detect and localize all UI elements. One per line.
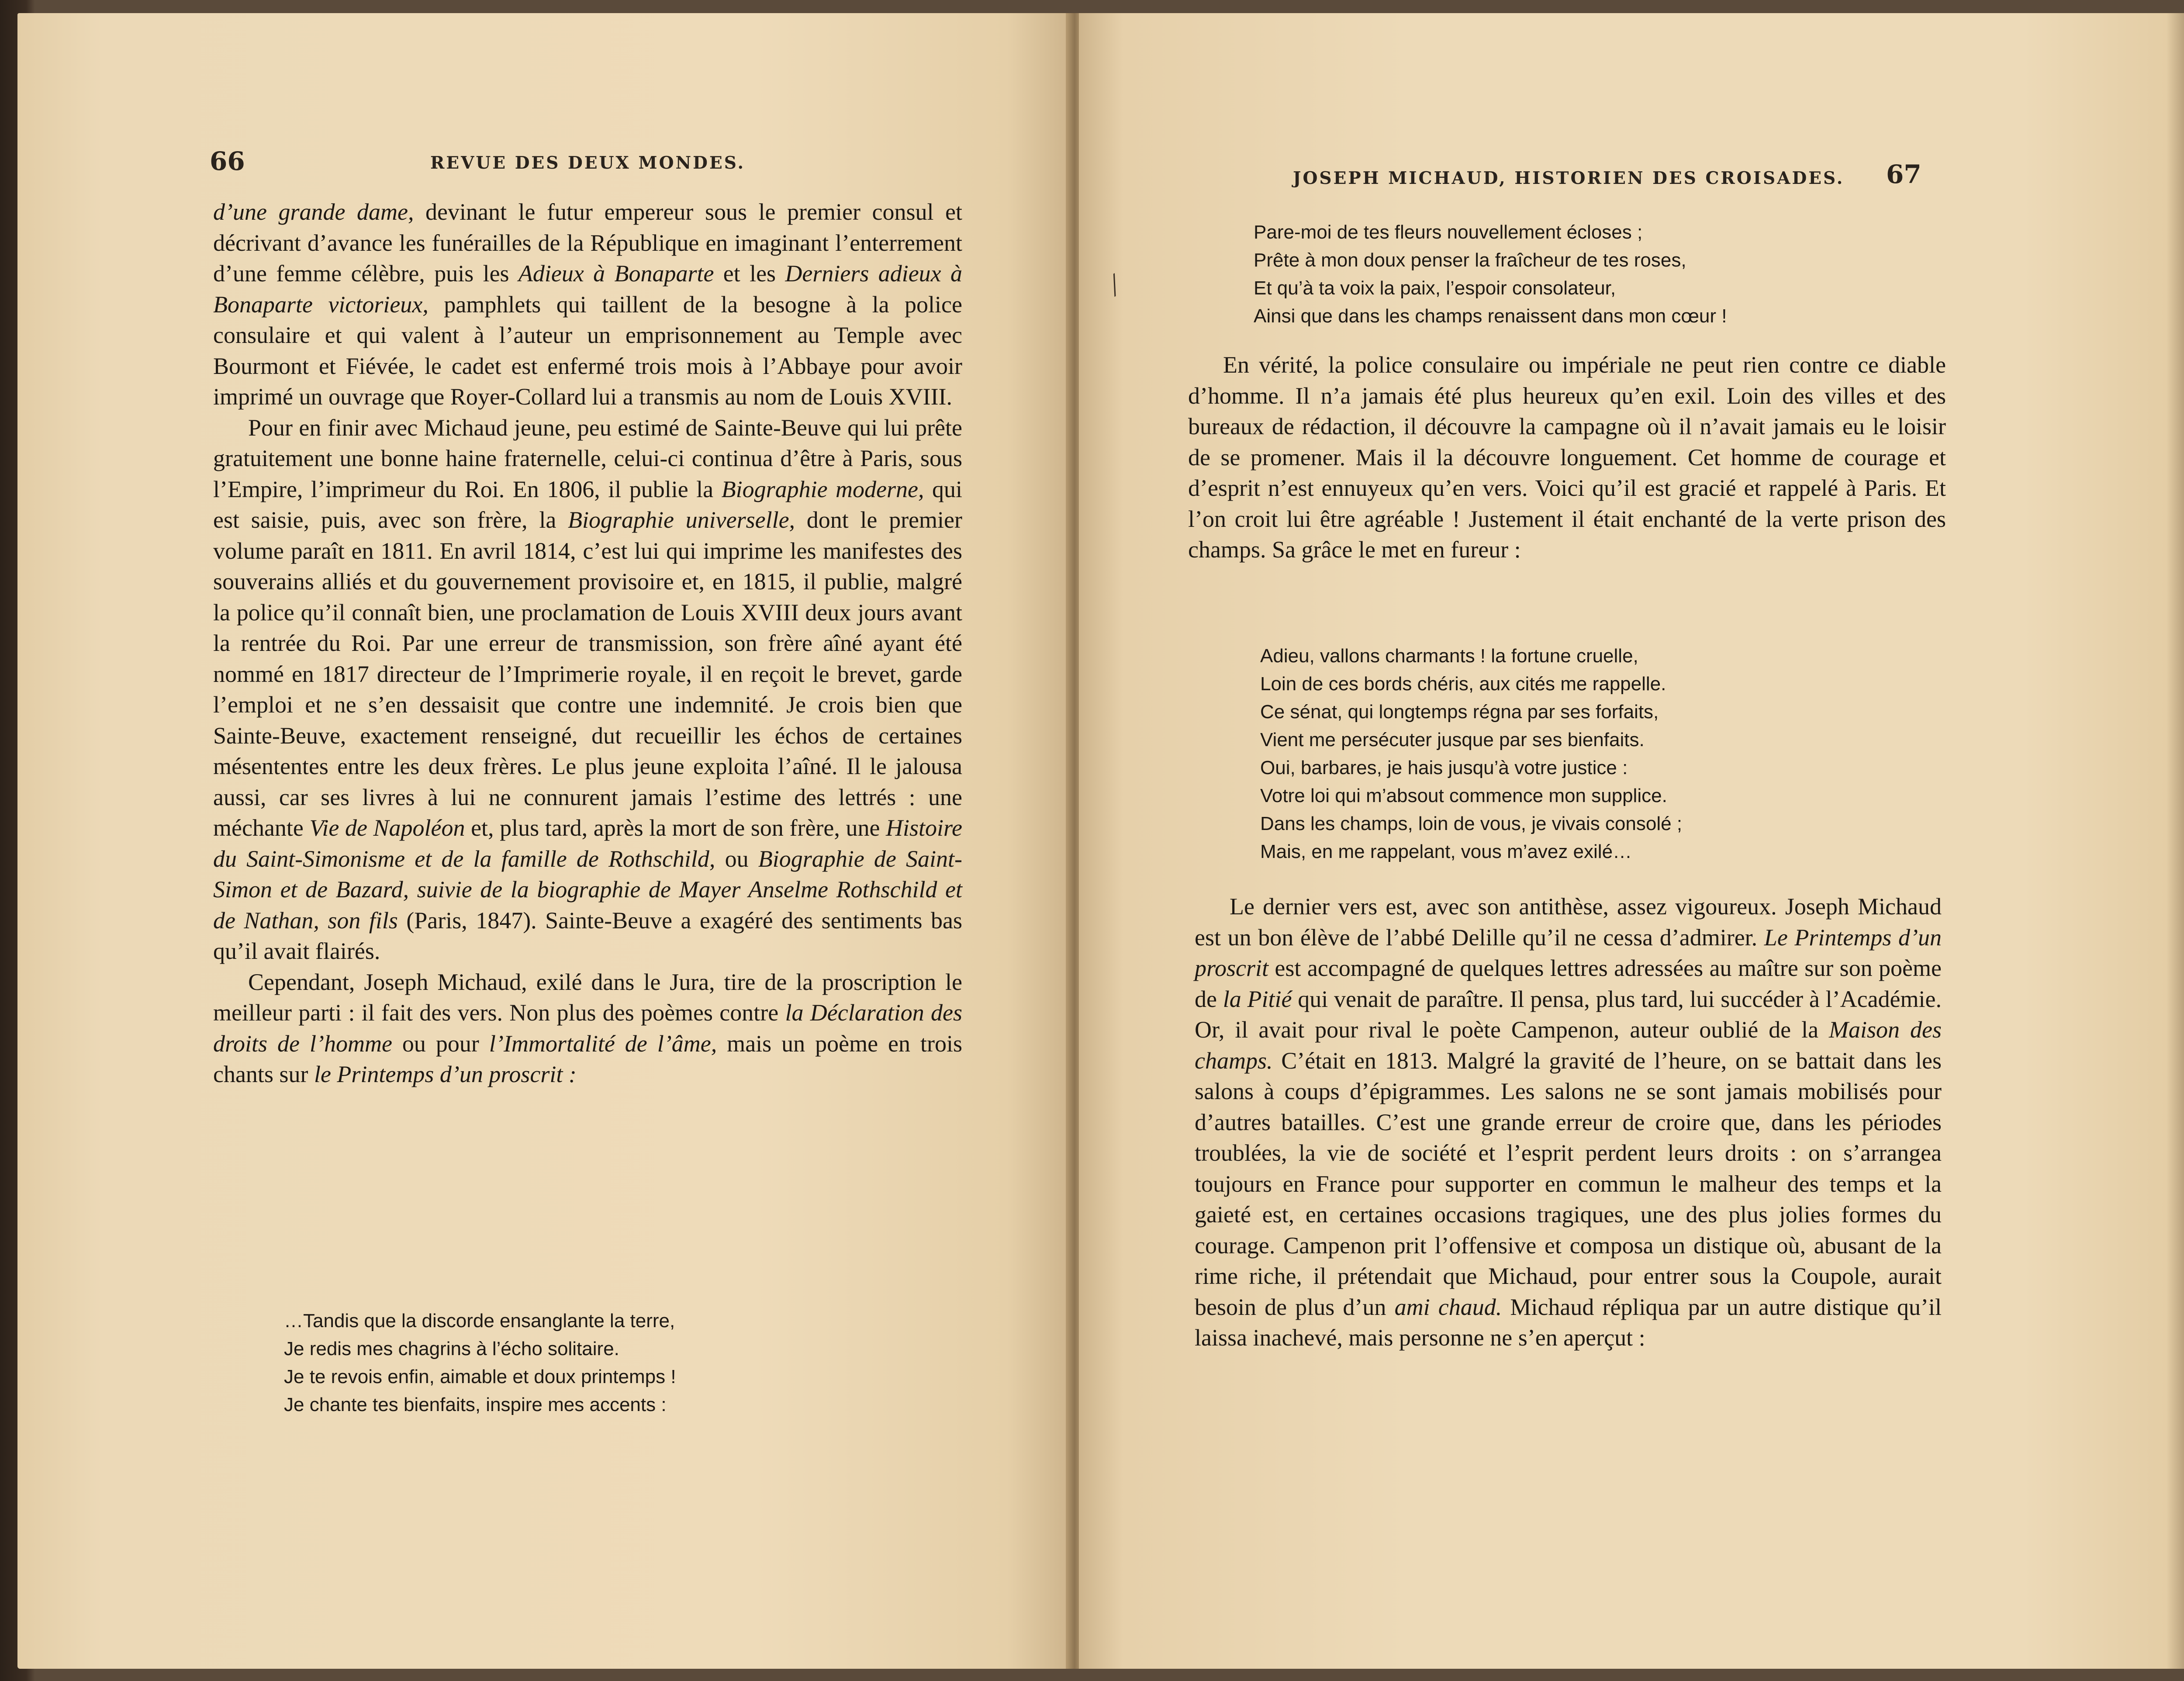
text-run: dont le premier volume paraît en 1811. En avril 1814, c’est lui qui imprime les manifestes des souverains alliés et du gouvernement provisoire et, en 1815, il publie, malgré la police qu’il connaît bien, une proclamation de Louis XVIII deux jours avant la rentrée du Roi. Par une erreur de transmission, son frère aîné ayant été nommé en 1817 directeur de l’Imprimerie royale, il en reçoit le brevet, garde l’emploi et ne s’en dessaisit que contre une indemnité. Je crois bien que Sainte-Beuve, exactement renseigné, dut recueillir les échos de certaines mésententes entre les deux frères. Le plus jeune exploita l’aîné. Il le jalousa aussi, car ses livres à lui ne connurent jamais l’estime des lettrés : une méchante	[213, 507, 962, 841]
text-run: Pour en finir avec Michaud jeune, peu estimé de Sainte-Beuve qui lui prête gratuitement une bonne haine fraternelle, celui-ci continua d’être à Paris, sous l’Empire, l’imprimeur du Roi. En 1806, il publie la	[213, 414, 962, 502]
paragraph	[1188, 349, 1946, 565]
verse-line: Prête à mon doux penser la fraîcheur de tes roses,	[1254, 249, 1686, 271]
text-run: et, plus tard, après la mort de son frère, une	[465, 815, 886, 841]
italic-text-run: Derniers adieux à Bonaparte victorieux,	[213, 260, 962, 318]
text-run: devinant le futur empereur sous le premier consul et décrivant d’avance les funérailles de la République en imaginant l’enterrement d’une femme célèbre, puis les	[213, 199, 962, 287]
verse-line: Ce sénat, qui longtemps régna par ses forfaits,	[1260, 701, 1659, 723]
verse-line: Oui, barbares, je hais jusqu’à votre justice :	[1260, 757, 1628, 778]
verse-line: Adieu, vallons charmants ! la fortune cruelle,	[1260, 645, 1638, 667]
text-run: En vérité, la police consulaire ou impériale ne peut rien contre ce diable d’homme. Il n’a jamais été plus heureux qu’en exil. Loin des villes et des bureaux de rédaction, il découvre la campagne où il n’avait jamais eu le loisir de se promener. Mais il la découvre longuement. Cet homme de courage et d’esprit n’est ennuyeux qu’en vers. Voici qu’il est gracié et rappelé à Paris. Et l’on croit lui être agréable ! Justement il était enchanté de la verte prison des champs. Sa grâce le met en fureur :	[1188, 352, 1946, 563]
text-run: C’était en 1813. Malgré la gravité de l’heure, on se battait dans les salons à coups d’épigrammes. Les salons ne se sont jamais mobilisés pour d’autres batailles. C’est une grande erreur de croire que, dans les périodes troublées, la vie de société et l’esprit perdent leurs droits : on s’arrangea toujours en France pour supporter en commun le malheur des temps et la gaieté est, en certaines occasions tragiques, une des plus jolies formes du courage. Campenon prit l’offensive et composa un distique où, abusant de la rime riche, il prétendait que Michaud, pour entrer sous la Coupole, aurait besoin de plus d’un	[1195, 1047, 1942, 1320]
text-run: qui venait de paraître. Il pensa, plus tard, lui succéder à l’Académie. Or, il avait pour rival le poète Campenon, auteur oublié de la	[1195, 986, 1942, 1043]
verse-quote	[1260, 642, 1682, 866]
text-run: (Paris, 1847). Sainte-Beuve a exagéré des sentiments bas qu’il avait flairés.	[213, 907, 962, 964]
italic-text-run: Biographie moderne,	[721, 476, 924, 502]
italic-text-run: Histoire du Saint-Simonisme et de la famille de Rothschild,	[213, 815, 962, 872]
verse-line: Je redis mes chagrins à l’écho solitaire.	[284, 1338, 619, 1359]
running-head: REVUE DES DEUX MONDES.	[430, 153, 746, 173]
text-run: mais un poème en trois chants sur	[213, 1030, 963, 1087]
paragraph	[1195, 891, 1942, 1353]
paragraph	[213, 412, 962, 967]
paragraph	[213, 197, 962, 412]
page-number: 66	[210, 146, 245, 176]
verse-line: Mais, en me rappelant, vous m’avez exilé…	[1260, 841, 1632, 862]
italic-text-run: Biographie universelle,	[568, 507, 795, 533]
italic-text-run: Biographie de Saint-Simon et de Bazard, suivie de la biographie de Mayer Anselme Rothschild et de Nathan, son fils	[213, 845, 962, 934]
verse-line: Loin de ces bords chéris, aux cités me rappelle.	[1260, 673, 1666, 695]
text-run: pamphlets qui taillent de la besogne à la police consulaire et qui valent à l’auteur un emprisonnement au Temple avec Bourmont et Fiévée, le cadet est enfermé trois mois à l’Abbaye pour avoir imprimé un ouvrage que Royer-Collard lui a transmis au nom de Louis XVIII.	[213, 291, 962, 410]
italic-text-run: Maison des champs.	[1195, 1017, 1942, 1074]
text-run: Cependant, Joseph Michaud, exilé dans le Jura, tire de la proscription le meilleur parti : il fait des vers. Non plus des poèmes contre	[213, 968, 962, 1026]
left-body-text	[213, 197, 962, 1090]
text-run: Le dernier vers est, avec son antithèse, assez vigoureux. Joseph Michaud est un bon élève de l’abbé Delille qu’il ne cessa d’admirer.	[1195, 893, 1942, 951]
page-edge-shadow	[2167, 13, 2184, 1669]
verse-line: Vient me persécuter jusque par ses bienfaits.	[1260, 729, 1645, 751]
verse-line: Je te revois enfin, aimable et doux printemps !	[284, 1366, 676, 1387]
page-number: 67	[1886, 159, 1921, 189]
verse-quote	[284, 1307, 676, 1419]
left-page	[17, 13, 1070, 1669]
paragraph	[213, 967, 962, 1090]
italic-text-run: la Pitié	[1223, 986, 1292, 1012]
verse-quote	[1254, 218, 1727, 330]
verse-line: …Tandis que la discorde ensanglante la terre,	[284, 1310, 675, 1332]
italic-text-run: ami chaud.	[1394, 1294, 1502, 1320]
text-run: et les	[714, 260, 785, 287]
text-run: ou	[715, 845, 758, 872]
verse-line: Je chante tes bienfaits, inspire mes accents :	[284, 1394, 667, 1415]
text-run: est accompagné de quelques lettres adressées au maître sur son poème de	[1195, 955, 1942, 1012]
italic-text-run: l’Immortalité de l’âme,	[489, 1030, 717, 1057]
running-head: JOSEPH MICHAUD, HISTORIEN DES CROISADES.	[1293, 168, 1845, 188]
verse-line: Ainsi que dans les champs renaissent dans mon cœur !	[1254, 305, 1727, 327]
italic-text-run: Vie de Napoléon	[309, 815, 465, 841]
italic-text-run: Adieux à Bonaparte	[518, 260, 714, 287]
text-run: ou pour	[392, 1030, 489, 1057]
verse-line: Pare-moi de tes fleurs nouvellement écloses ;	[1254, 221, 1643, 243]
right-body-text-1	[1188, 349, 1946, 565]
text-run: Michaud répliqua par un autre distique qu’il laissa inachevé, mais personne ne s’en aperçut :	[1195, 1294, 1942, 1351]
pencil-mark-icon: ╱	[1105, 274, 1124, 297]
verse-line: Dans les champs, loin de vous, je vivais consolé ;	[1260, 813, 1683, 834]
italic-text-run: le Printemps d’un proscrit :	[314, 1061, 577, 1087]
verse-line: Et qu’à ta voix la paix, l’espoir consolateur,	[1254, 277, 1616, 299]
italic-text-run: la Déclaration des droits de l’homme	[213, 1000, 962, 1057]
verse-line: Votre loi qui m’absout commence mon supplice.	[1260, 785, 1667, 806]
right-page	[1079, 13, 2184, 1669]
italic-text-run: Le Printemps d’un proscrit	[1195, 924, 1942, 981]
italic-text-run: d’une grande dame,	[213, 199, 414, 225]
text-run: qui est saisie, puis, avec son frère, la	[213, 476, 962, 533]
right-body-text-2	[1195, 891, 1942, 1353]
